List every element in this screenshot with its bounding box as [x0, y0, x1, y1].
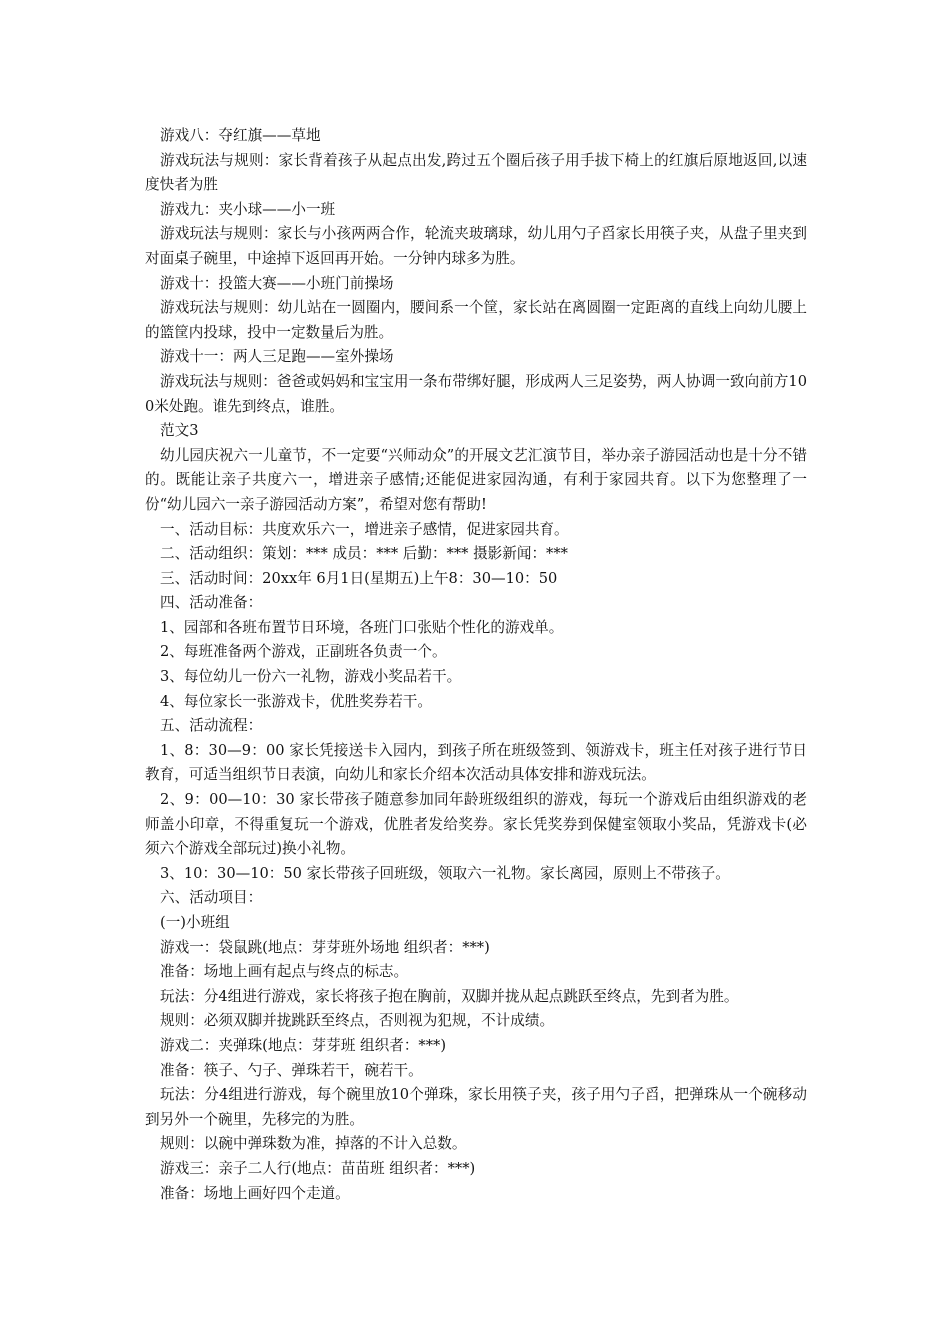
paragraph: 玩法：分4组进行游戏，每个碗里放10个弹珠，家长用筷子夹，孩子用勺子舀，把弹珠从一个碗移动到另外一个碗里，先移完的为胜。	[145, 1086, 807, 1128]
paragraph: 四、活动准备：	[160, 594, 263, 612]
paragraph: 4、每位家长一张游戏卡，优胜奖券若干。	[160, 692, 432, 710]
paragraph: 五、活动流程：	[160, 717, 263, 735]
paragraph: 2、9：00—10：30 家长带孩子随意参加同年龄班级组织的游戏，每玩一个游戏后由组织游戏的老师盖小印章，不得重复玩一个游戏，优胜者发给奖券。家长凭奖券到保健室领取小奖品，凭游戏卡(必须六个游戏全部玩过)换小礼物。	[145, 791, 807, 858]
paragraph: 准备：场地上画好四个走道。	[160, 1184, 350, 1202]
paragraph: 游戏十一：两人三足跑——室外操场	[160, 348, 394, 366]
paragraph: 游戏玩法与规则：爸爸或妈妈和宝宝用一条布带绑好腿，形成两人三足姿势，两人协调一致向前方100米处跑。谁先到终点，谁胜。	[145, 372, 807, 415]
paragraph: 玩法：分4组进行游戏，家长将孩子抱在胸前，双脚并拢从起点跳跃至终点，先到者为胜。	[160, 987, 739, 1005]
paragraph: 游戏二：夹弹珠(地点：芽芽班 组织者：***)	[160, 1036, 447, 1054]
paragraph: 三、活动时间：20xx年 6月1日(星期五)上午8：30—10：50	[160, 569, 558, 587]
paragraph: 规则：必须双脚并拢跳跃至终点，否则视为犯规，不计成绩。	[160, 1012, 555, 1030]
paragraph: 游戏玩法与规则：家长与小孩两两合作，轮流夹玻璃球，幼儿用勺子舀家长用筷子夹，从盘子里夹到对面桌子碗里，中途掉下返回再开始。一分钟内球多为胜。	[145, 225, 807, 267]
paragraph: 六、活动项目：	[160, 889, 263, 907]
paragraph: 游戏玩法与规则：家长背着孩子从起点出发,跨过五个圈后孩子用手拔下椅上的红旗后原地返回,以速度快者为胜	[145, 151, 807, 194]
paragraph: 游戏三：亲子二人行(地点：苗苗班 组织者：***)	[160, 1159, 476, 1177]
section-heading: 范文3	[160, 422, 199, 440]
paragraph: 二、活动组织：策划：*** 成员：*** 后勤：*** 摄影新闻：***	[160, 545, 568, 563]
paragraph: 3、每位幼儿一份六一礼物，游戏小奖品若干。	[160, 668, 462, 686]
paragraph: 幼儿园庆祝六一儿童节，不一定要“兴师动众”的开展文艺汇演节目，举办亲子游园活动也是十分不错的。既能让亲子共度六一，增进亲子感情;还能促进家园沟通，有利于家园共育。以下为您整理了一份“幼儿园六一亲子游园活动方案”，希望对您有帮助!	[145, 446, 807, 513]
paragraph: 1、园部和各班布置节日环境，各班门口张贴个性化的游戏单。	[160, 618, 564, 636]
paragraph: 准备：筷子、勺子、弹珠若干，碗若干。	[160, 1061, 423, 1079]
paragraph: 3、10：30—10：50 家长带孩子回班级，领取六一礼物。家长离园，原则上不带孩子。	[160, 864, 730, 882]
paragraph: 准备：场地上画有起点与终点的标志。	[160, 963, 409, 981]
paragraph: 游戏一：袋鼠跳(地点：芽芽班外场地 组织者：***)	[160, 938, 490, 956]
paragraph: (一)小班组	[160, 914, 230, 931]
document-body	[145, 124, 807, 1206]
paragraph: 1、8：30—9：00 家长凭接送卡入园内，到孩子所在班级签到、领游戏卡，班主任对孩子进行节日教育，可适当组织节日表演，向幼儿和家长介绍本次活动具体安排和游戏玩法。	[145, 741, 807, 784]
paragraph: 2、每班准备两个游戏，正副班各负责一个。	[160, 643, 447, 661]
paragraph: 游戏九：夹小球——小一班	[160, 200, 336, 218]
paragraph: 游戏八：夺红旗——草地	[160, 127, 321, 144]
paragraph: 游戏十：投篮大赛——小班门前操场	[160, 274, 394, 292]
paragraph: 游戏玩法与规则：幼儿站在一圆圈内，腰间系一个筐，家长站在离圆圈一定距离的直线上向幼儿腰上的篮筐内投球，投中一定数量后为胜。	[145, 299, 807, 341]
paragraph: 规则：以碗中弹珠数为准，掉落的不计入总数。	[160, 1135, 467, 1153]
paragraph: 一、活动目标：共度欢乐六一，增进亲子感情，促进家园共育。	[160, 520, 569, 538]
